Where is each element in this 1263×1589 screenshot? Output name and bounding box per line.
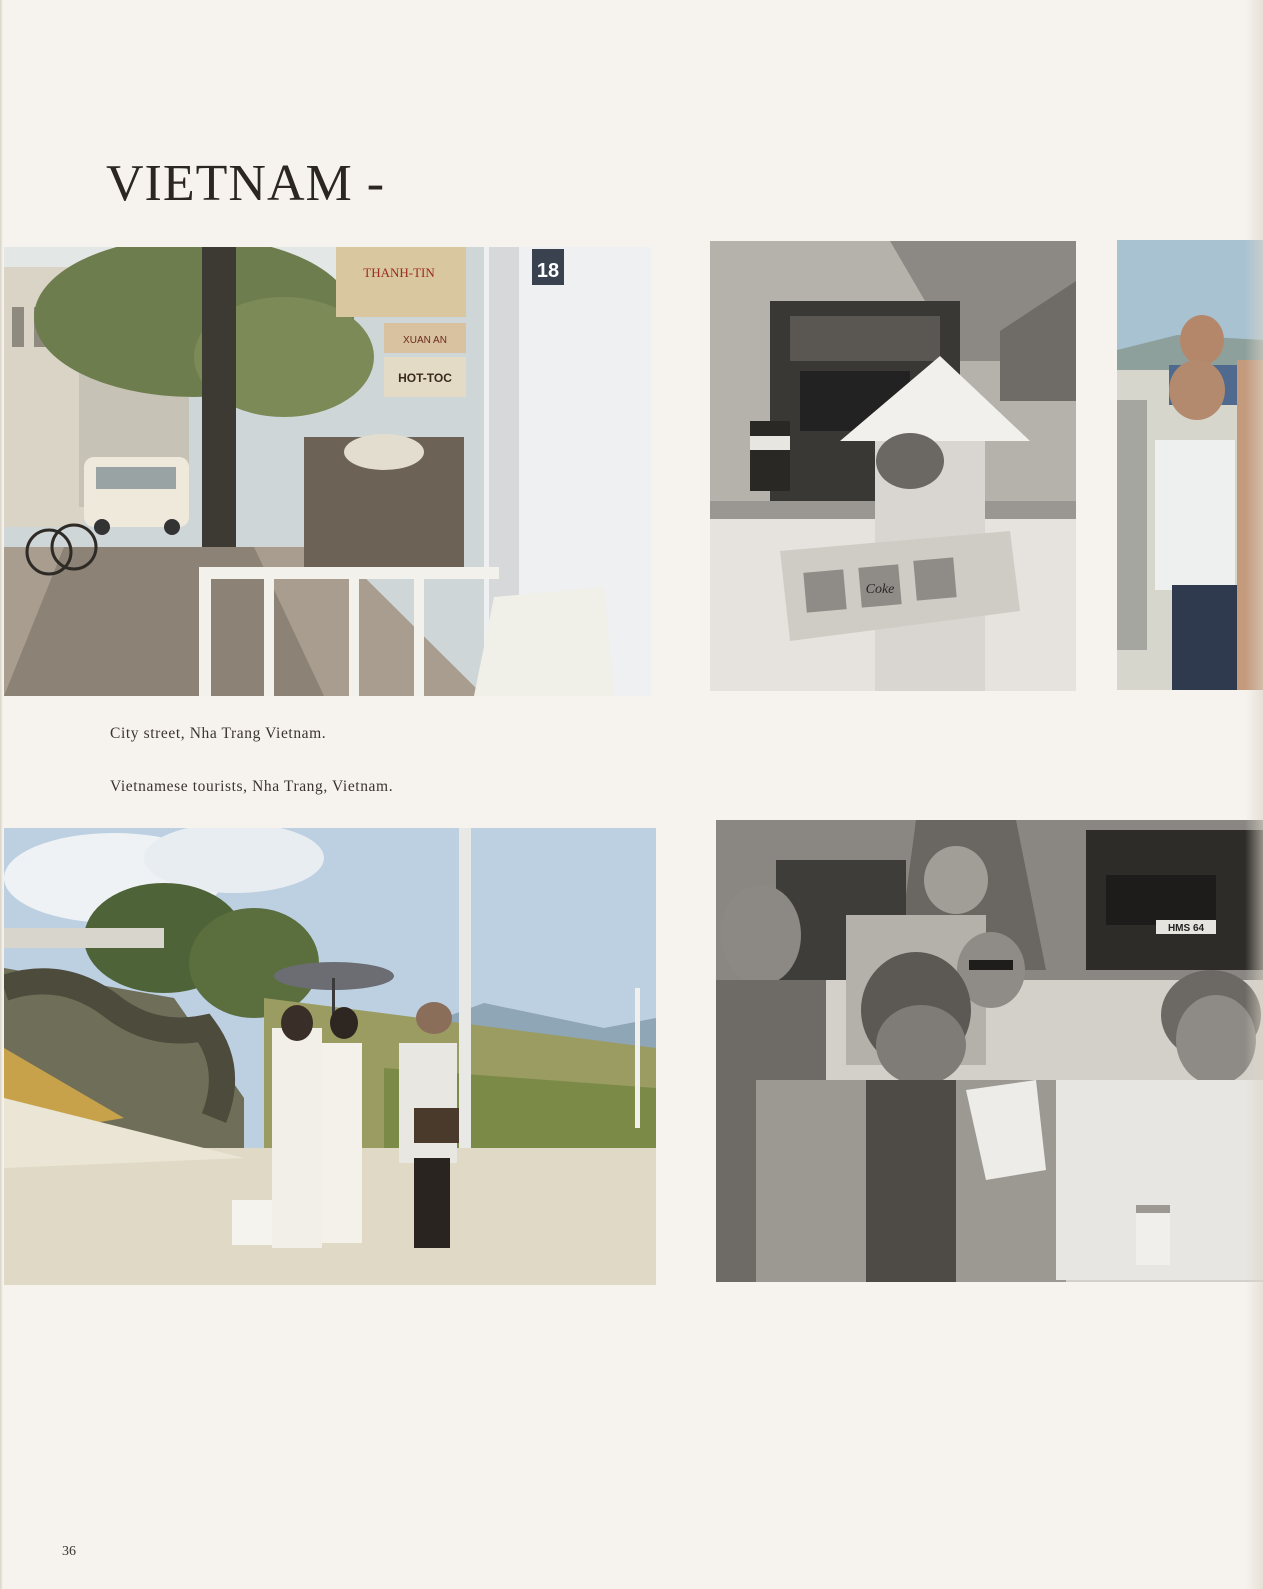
tourists-photo — [4, 828, 656, 1285]
caption-city-street: City street, Nha Trang Vietnam. — [110, 725, 327, 742]
coke-box-label: Coke — [865, 582, 895, 597]
page-gutter-shadow — [1245, 0, 1263, 1589]
truck-plate: HMS 64 — [1167, 923, 1205, 934]
shop-sign-text: THANH-TIN — [363, 265, 435, 280]
caption-tourists: Vietnamese tourists, Nha Trang, Vietnam. — [110, 778, 394, 795]
street-number-sign: 18 — [536, 260, 560, 282]
men-cropped-photo — [1117, 240, 1263, 690]
page-edge — [0, 0, 3, 1589]
men-eating-photo — [716, 820, 1263, 1282]
page-number: 36 — [62, 1544, 76, 1559]
shop-sign-text: XUAN AN — [403, 335, 447, 346]
page-title: VIETNAM - — [106, 155, 386, 212]
vendor-photo — [710, 241, 1076, 691]
city-street-photo — [4, 247, 651, 696]
shop-sign-text: HOT-TOC — [398, 371, 452, 385]
